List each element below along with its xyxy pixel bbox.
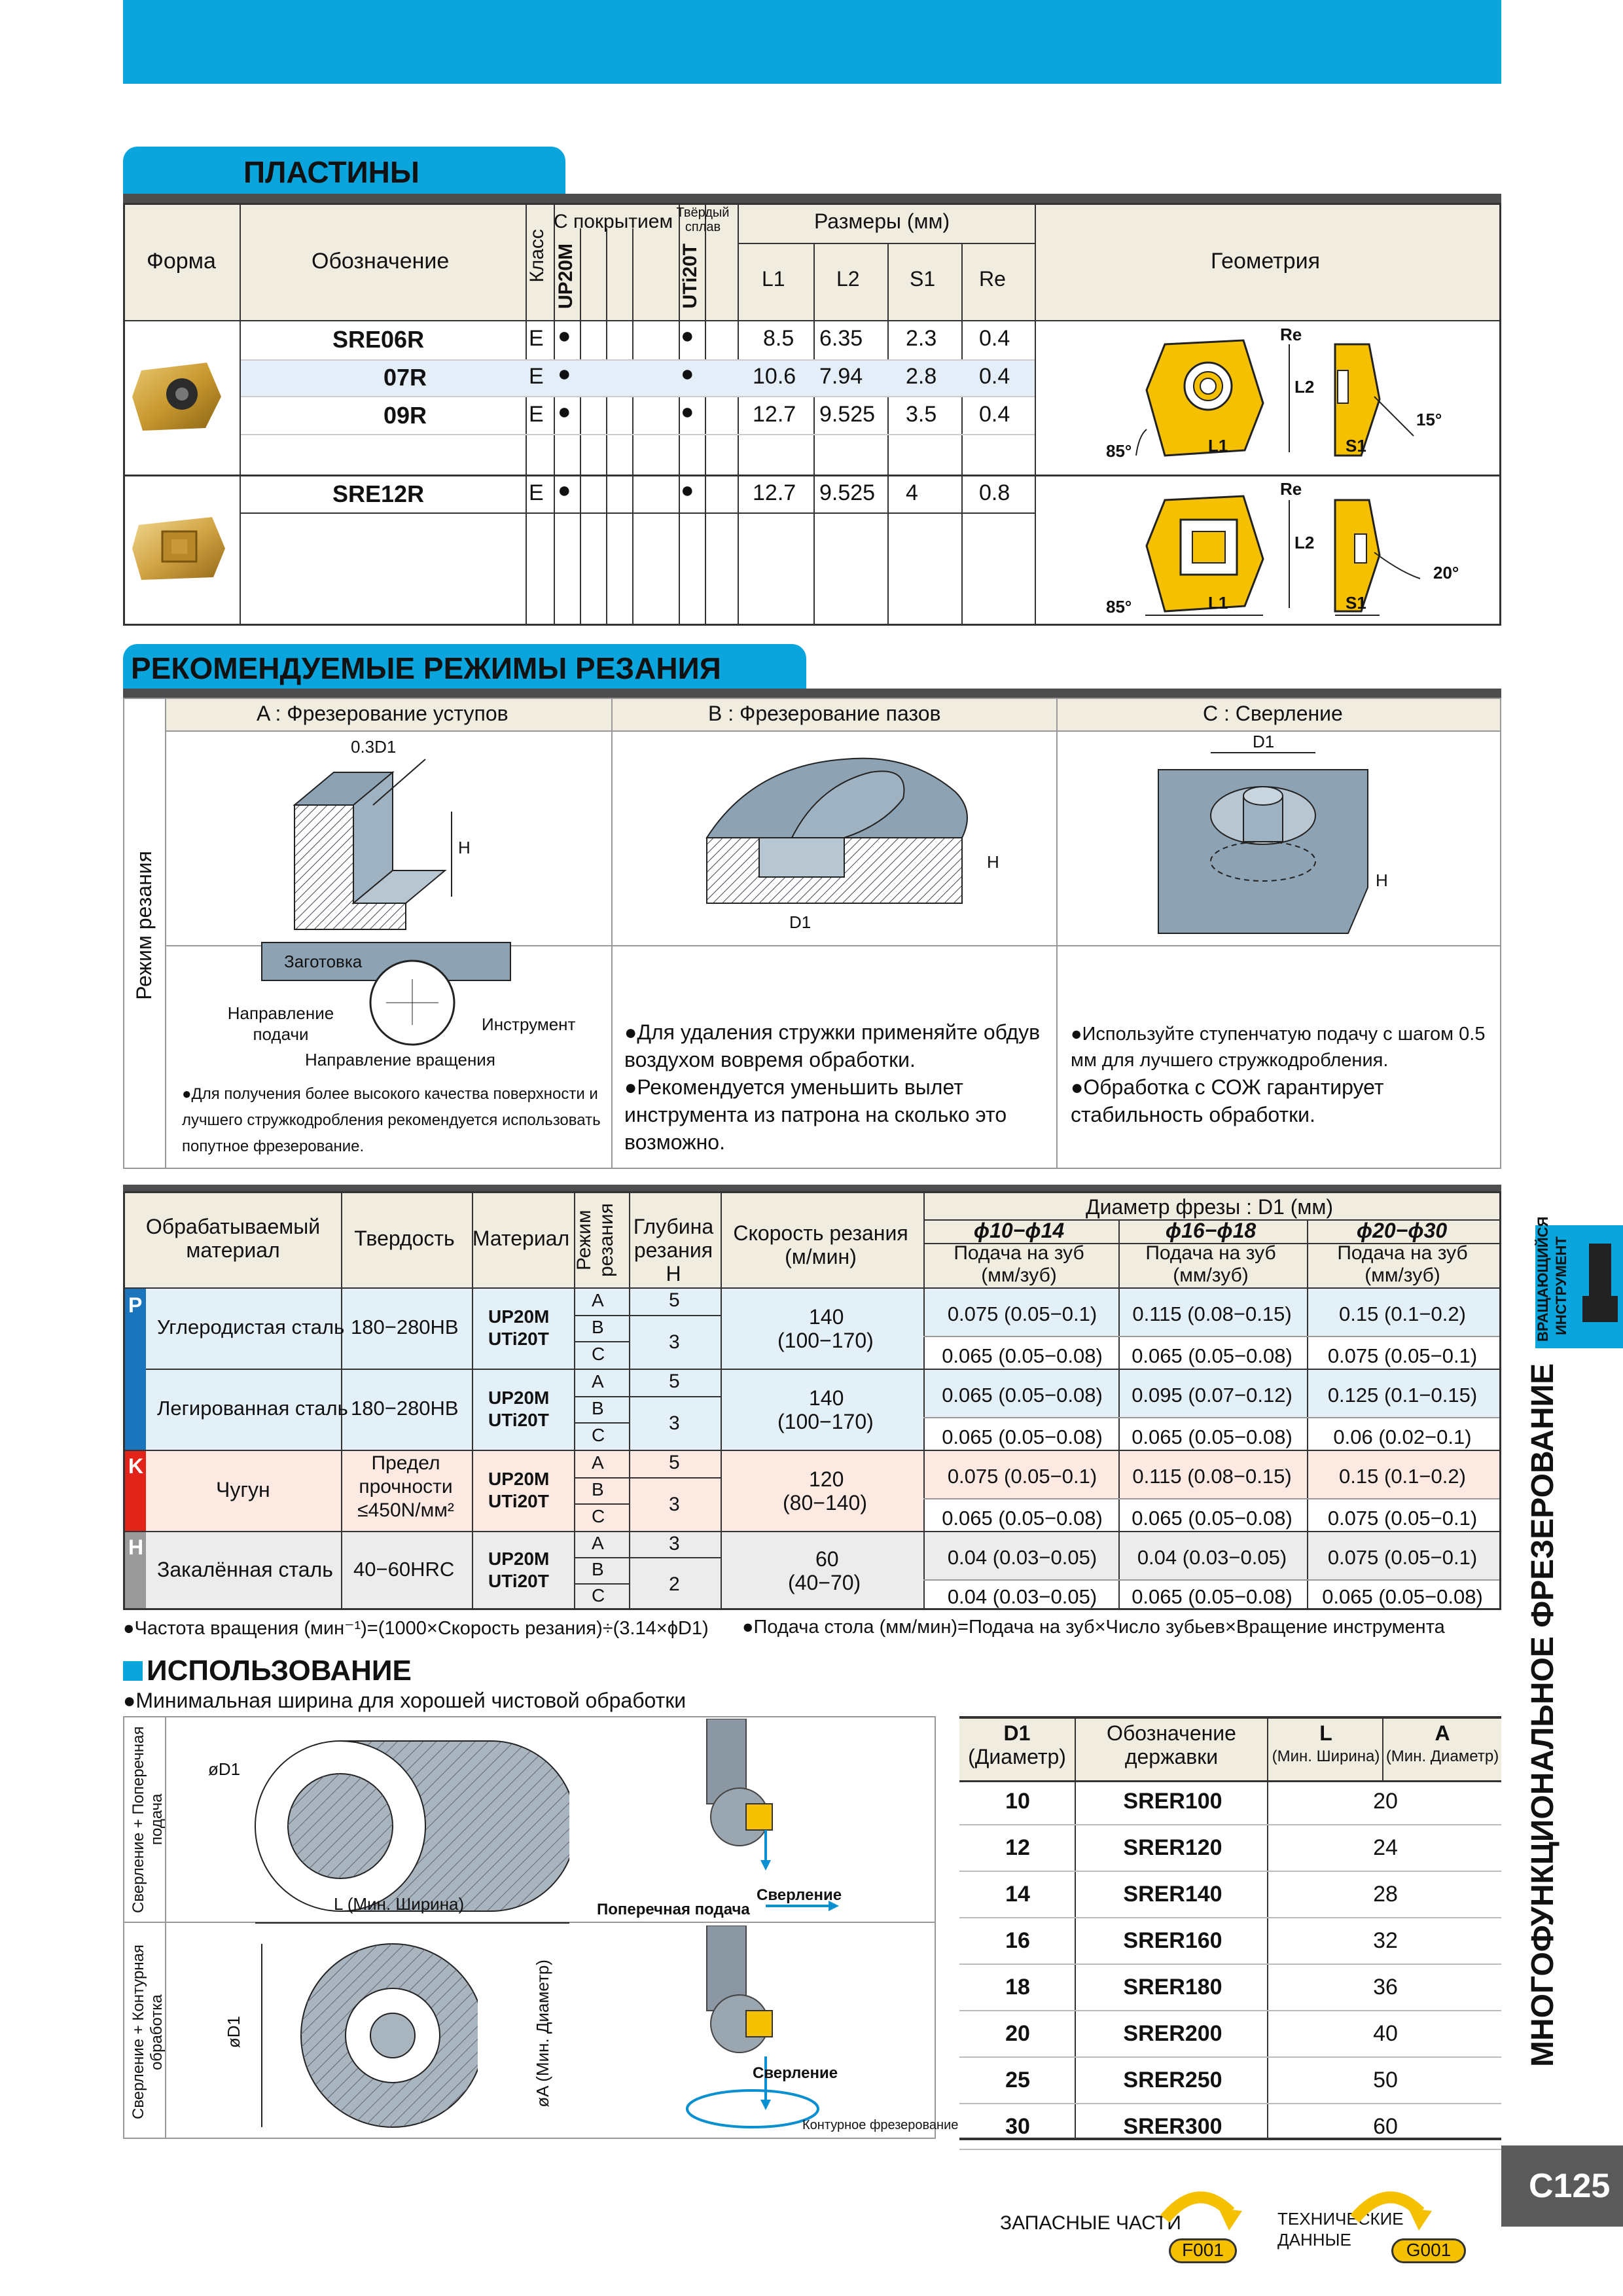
usage-label-contour: Сверление + Контурная обработка (130, 1945, 166, 2120)
hdr-carbide: Твёрдый сплав (676, 206, 730, 234)
cond-hdr-feed3: Подача на зуб (мм/зуб) (1337, 1242, 1468, 1286)
cutting-side-label: Режим резания (132, 851, 156, 1000)
cond-hdr-feed1: Подача на зуб (мм/зуб) (954, 1242, 1084, 1286)
contour-diagram (242, 1937, 478, 2134)
cond-hdr-speed: Скорость резания (м/мин) (733, 1221, 908, 1268)
geo2-re: Re (1280, 479, 1302, 499)
table-row: 20 SRER200 40 (959, 2011, 1501, 2057)
insert-photo-sre06r (128, 357, 226, 436)
hdr-s1: S1 (910, 267, 936, 291)
geo1-a2: 15° (1416, 410, 1442, 429)
hdr-coated: С покрытием (554, 211, 673, 232)
geo2-a1: 85° (1106, 597, 1132, 617)
cond-hdr-grade: Материал (472, 1227, 570, 1250)
note-c1: ●Используйте ступенчатую подачу с шагом 0.5 мм для лучшего стружкодробления. (1071, 1024, 1486, 1071)
footer-spare-label[interactable]: ЗАПАСНЫЕ ЧАСТИ (1000, 2212, 1181, 2234)
drill-label-1: Сверление (757, 1886, 842, 1904)
cond-hdr-d3: ϕ20−ϕ30 (1356, 1219, 1448, 1242)
b-d-label: D1 (789, 912, 812, 932)
table-row: 16 SRER160 32 (959, 1918, 1501, 1964)
insert-photo-sre12r (130, 512, 228, 584)
usage-adiam: øA (Мин. Диаметр) (533, 1960, 552, 2108)
geo1-s1: S1 (1346, 436, 1366, 456)
side-tab-big-label: МНОГОФУНКЦИОНАЛЬНОЕ ФРЕЗЕРОВАНИЕ (1525, 1363, 1560, 2067)
holder-hdr-a: A (1435, 1721, 1450, 1745)
feed-direction-label: Направление подачи (227, 1003, 334, 1044)
holder-hdr-des: Обозначение державки (1107, 1721, 1236, 1768)
cond-hdr-material: Обрабатываемый материал (145, 1215, 321, 1262)
hdr-shape: Форма (147, 249, 216, 274)
page-number: C125 (1529, 2167, 1611, 2205)
top-banner (123, 0, 1501, 84)
usage-title: ИСПОЛЬЗОВАНИЕ (147, 1655, 412, 1687)
note-a: ●Для получения более высокого качества поверхности и лучшего стружкодробления рекомендуется использовать попутное фрезерование. (182, 1085, 601, 1155)
table-row: 25 SRER250 50 (959, 2057, 1501, 2104)
usage-lwidth: L (Мин. Ширина) (334, 1894, 465, 1914)
c-d-label: D1 (1253, 732, 1275, 751)
cross-feed-tool-icon (694, 1719, 851, 1915)
table-row: 10 SRER100 20 (959, 1779, 1501, 1825)
holder-hdr-l: L (1319, 1721, 1332, 1745)
cond-hdr-d2: ϕ16−ϕ18 (1165, 1219, 1257, 1242)
mode-letters: A B C (592, 1371, 605, 1445)
drilling-diagram (1152, 744, 1374, 940)
shoulder-milling-diagram (275, 746, 510, 936)
geo2-s1: S1 (1346, 593, 1366, 613)
a-h-label: H (458, 838, 471, 857)
inserts-title: ПЛАСТИНЫ (243, 155, 419, 189)
geo2-a2: 20° (1433, 563, 1459, 583)
geo1-l1: L1 (1208, 436, 1228, 456)
geo1-re: Re (1280, 325, 1302, 344)
cond-hdr-depth: Глубина резания H (633, 1215, 714, 1285)
col-c-header: C : Сверление (1203, 702, 1343, 725)
geometry-drawing-sre12r (1073, 474, 1466, 618)
geo1-l2: L2 (1294, 377, 1315, 397)
usage-label-cross: Сверление + Поперечная подача (130, 1726, 166, 1913)
spare-arrow-icon (1158, 2179, 1243, 2245)
hdr-geometry: Геометрия (1211, 249, 1320, 274)
geo2-l1: L1 (1208, 593, 1228, 613)
cond-hdr-diam: Диаметр фрезы : D1 (мм) (1085, 1195, 1334, 1219)
holder-hdr-d: D1 (1003, 1721, 1031, 1745)
drill-label-2: Сверление (753, 2064, 838, 2082)
cond-hdr-feed2: Подача на зуб (мм/зуб) (1145, 1242, 1276, 1286)
tool-label: Инструмент (482, 1014, 576, 1034)
rotation-direction-label: Направление вращения (305, 1050, 495, 1069)
table-row: 12 SRER120 24 (959, 1825, 1501, 1871)
note-b2: ●Рекомендуется уменьшить вылет инструмента из патрона на сколько это возможно. (624, 1075, 1007, 1154)
usage-subtitle: ●Минимальная ширина для хорошей чистовой обработки (123, 1689, 687, 1712)
cutting-rule (123, 689, 1501, 698)
mode-letters: A B C (592, 1533, 605, 1605)
hdr-designation: Обозначение (312, 249, 450, 274)
contour-label: Контурное фрезерование (802, 2118, 959, 2132)
inserts-rule (123, 194, 1501, 203)
holder-hdr-l2: (Мин. Ширина) (1272, 1748, 1380, 1765)
geo2-l2: L2 (1294, 533, 1315, 552)
hdr-re: Re (979, 267, 1006, 291)
col-b-header: B : Фрезерование пазов (708, 702, 941, 725)
hdr-grade2: UTi20T (679, 243, 701, 309)
cross-feed-label: Поперечная подача (597, 1901, 750, 1918)
mode-letters: A B C (592, 1290, 605, 1364)
usage-marker (123, 1661, 143, 1681)
workpiece-label: Заготовка (284, 952, 363, 971)
rotating-tool-icon (1582, 1244, 1618, 1329)
hdr-grade1: UP20M (555, 243, 577, 310)
note-b1: ●Для удаления стружки применяйте обдув воздухом вовремя обработки. (624, 1020, 1041, 1071)
geometry-drawing-sre06r (1073, 318, 1466, 462)
hdr-dimensions: Размеры (мм) (814, 209, 950, 233)
holder-hdr-a2: (Мин. Диаметр) (1385, 1748, 1499, 1765)
spare-ref[interactable]: F001 (1182, 2240, 1224, 2260)
hdr-l2: L2 (836, 267, 860, 291)
cond-hdr-hardness: Твердость (354, 1227, 455, 1250)
a-dim-label: 0.3D1 (351, 737, 397, 757)
table-row: 30 SRER300 60 (959, 2104, 1501, 2149)
side-tab-small-label: ВРАЩАЮЩИЙСЯ ИНСТРУМЕНТ (1535, 1216, 1569, 1342)
conditions-rule (123, 1185, 1501, 1191)
contour-tool-icon (681, 1926, 838, 2135)
cond-hdr-mode: Режим резания (573, 1203, 617, 1278)
footnote-rpm: ●Частота вращения (мин⁻¹)=(1000×Скорость резания)÷(3.14×ϕD1) (123, 1618, 709, 1639)
usage-d1: øD1 (208, 1759, 241, 1779)
holder-rows (959, 1779, 1501, 2150)
cutting-title: РЕКОМЕНДУЕМЫЕ РЕЖИМЫ РЕЗАНИЯ (131, 651, 721, 685)
c-h-label: H (1376, 870, 1388, 890)
footnote-feed: ●Подача стола (мм/мин)=Подача на зуб×Число зубьев×Вращение инструмента (742, 1617, 1445, 1638)
table-row: 18 SRER180 36 (959, 1964, 1501, 2011)
holder-hdr-d2: (Диаметр) (968, 1745, 1066, 1768)
tech-ref[interactable]: G001 (1406, 2240, 1452, 2260)
footer-tech-label[interactable]: ТЕХНИЧЕСКИЕ ДАННЫЕ (1277, 2209, 1404, 2250)
col-a-header: A : Фрезерование уступов (257, 702, 508, 725)
usage-d1b: øD1 (224, 2016, 243, 2049)
slot-milling-diagram (700, 740, 975, 936)
mode-letters: A B C (592, 1452, 605, 1526)
note-c2: ●Обработка с СОЖ гарантирует стабильность обработки. (1071, 1075, 1384, 1126)
b-h-label: H (987, 852, 999, 872)
hdr-class: Класс (526, 229, 548, 283)
tech-arrow-icon (1348, 2179, 1433, 2245)
table-row: 14 SRER140 28 (959, 1871, 1501, 1918)
hdr-l1: L1 (762, 267, 785, 291)
cond-hdr-d1: ϕ10−ϕ14 (973, 1219, 1065, 1242)
geo1-a1: 85° (1106, 441, 1132, 461)
